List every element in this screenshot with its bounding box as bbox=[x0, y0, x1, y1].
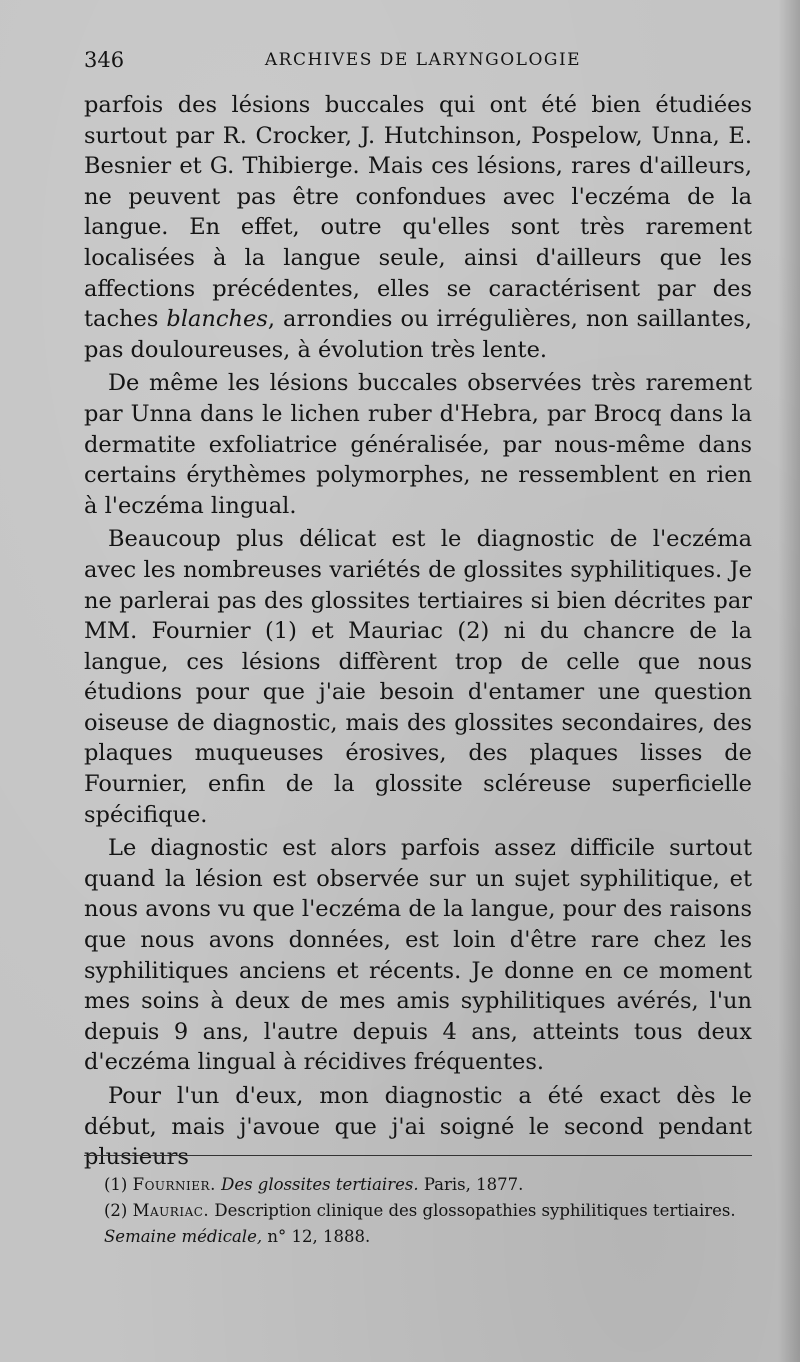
running-title: ARCHIVES DE LARYNGOLOGIE bbox=[264, 50, 582, 70]
body-text bbox=[84, 90, 752, 1173]
footnote-2-description: Description clinique des glossopathies syphilitiques tertiaires. bbox=[214, 1201, 736, 1220]
footnote-1-number: (1) bbox=[104, 1175, 128, 1194]
footnote-2-title: Semaine médicale, bbox=[104, 1227, 263, 1246]
paragraph-1-text-end: , arrondies ou irrégulières, non saillantes, pas douloureuses, à évolution très lente. bbox=[84, 306, 752, 363]
footnote-2-rest: n° 12, 1888. bbox=[267, 1227, 371, 1246]
italic-word-blanches: blanches bbox=[166, 306, 268, 333]
paragraph-2: De même les lésions buccales observées très rarement par Unna dans le lichen ruber d'Hebra, par Brocq dans la dermatite exfoliatrice généralisée, par nous-même dans certains érythèmes polymorphes, ne ressemblent en rien à l'eczéma lingual. bbox=[84, 370, 752, 519]
paragraph-4: Le diagnostic est alors parfois assez difficile surtout quand la lésion est observée sur un sujet syphilitique, et nous avons vu que l'eczéma de la langue, pour des raisons que nous avons données, est loin d'être rare chez les syphilitiques anciens et récents. Je donne en ce moment mes soins à deux de mes amis syphilitiques avérés, l'un depuis 9 ans, l'autre depuis 4 ans, atteints tous deux d'eczéma lingual à récidives fréquentes. bbox=[84, 835, 752, 1076]
footnotes bbox=[84, 1172, 752, 1250]
paragraph-5: Pour l'un d'eux, mon diagnostic a été exact dès le début, mais j'avoue que j'ai soigné le second pendant plusieurs bbox=[84, 1083, 752, 1171]
footnote-1-title: Des glossites tertiaires. bbox=[221, 1175, 419, 1194]
footnote-1-author: Fournier. bbox=[132, 1175, 216, 1194]
paragraph-1-text: parfois des lésions buccales qui ont été bien étudiées surtout par R. Crocker, J. Hutchinson, Pospelow, Unna, E. Besnier et G. Thibierge. Mais ces lésions, rares d'ailleurs, ne peuvent pas être confondues avec l'eczéma de la langue. En effet, outre qu'elles sont très rarement localisées à la langue seule, ainsi d'ailleurs que les affections précédentes, elles se caractérisent par des taches bbox=[84, 92, 752, 333]
footnote-2-author: Mauriac. bbox=[132, 1201, 210, 1220]
paragraph-1 bbox=[84, 90, 752, 365]
footnote-separator bbox=[84, 1155, 752, 1156]
page-edge-shadow bbox=[778, 0, 800, 1362]
paragraph-3: Beaucoup plus délicat est le diagnostic de l'eczéma avec les nombreuses variétés de glossites syphilitiques. Je ne parlerai pas des glossites tertiaires si bien décrites par MM. Fournier (1) et Mauriac (2) ni du chancre de la langue, ces lésions diffèrent trop de celle que nous étudions pour que j'aie besoin d'entamer une question oiseuse de diagnostic, mais des glossites secondaires, des plaques muqueuses érosives, des plaques lisses de Fournier, enfin de la glossite scléreuse superficielle spécifique. bbox=[84, 526, 752, 828]
page-number: 346 bbox=[84, 48, 125, 72]
footnote-2 bbox=[84, 1198, 752, 1250]
footnote-1-rest: Paris, 1877. bbox=[423, 1175, 524, 1194]
footnote-2-number: (2) bbox=[104, 1201, 128, 1220]
page-header bbox=[84, 48, 752, 78]
footnote-1 bbox=[84, 1172, 752, 1198]
